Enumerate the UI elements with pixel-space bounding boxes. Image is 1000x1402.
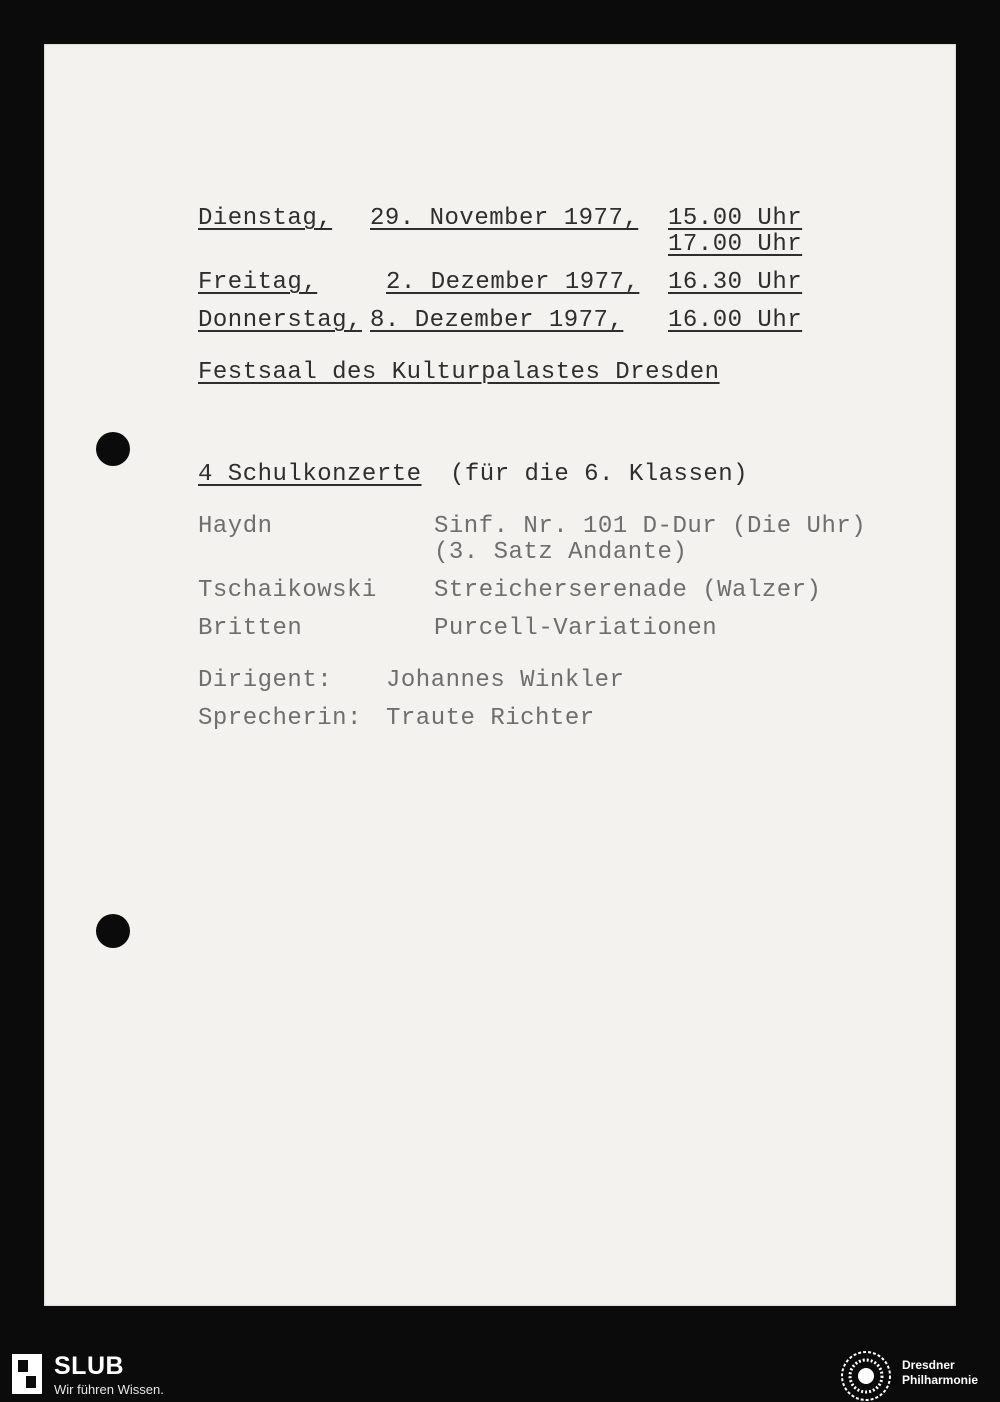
slub-tagline: Wir führen Wissen. [54,1382,164,1397]
credit-role: Dirigent: [198,667,333,694]
date-time: 16.30 Uhr [668,269,803,296]
program-work: Purcell-Variationen [434,615,718,642]
date-date: 2. Dezember 1977, [386,269,640,296]
slub-logo-icon [12,1354,42,1394]
date-time: 17.00 Uhr [668,231,803,258]
partner-line2: Philharmonie [902,1373,979,1387]
concert-subtitle: (für die 6. Klassen) [450,461,749,488]
date-date: 8. Dezember 1977, [370,307,624,334]
date-time: 16.00 Uhr [668,307,803,334]
date-date: 29. November 1977, [370,205,639,232]
date-day: Donnerstag, [198,307,362,334]
philharmonie-logo-icon [840,1350,892,1402]
date-day: Dienstag, [198,205,333,232]
credit-name: Johannes Winkler [386,667,625,694]
punch-hole [96,432,130,466]
credit-role: Sprecherin: [198,705,362,732]
venue: Festsaal des Kulturpalastes Dresden [198,359,720,386]
footer-bar [0,1348,1000,1401]
program-work: Streicherserenade (Walzer) [434,577,822,604]
date-time: 15.00 Uhr [668,205,803,232]
credit-name: Traute Richter [386,705,595,732]
punch-hole [96,914,130,948]
program-composer: Tschaikowski [198,577,377,604]
concert-title: 4 Schulkonzerte [198,461,422,488]
program-work: (3. Satz Andante) [434,539,688,566]
partner-name [902,1358,978,1388]
program-composer: Haydn [198,513,273,540]
slub-name: SLUB [54,1352,125,1380]
program-work: Sinf. Nr. 101 D-Dur (Die Uhr) [434,513,867,540]
program-composer: Britten [198,615,303,642]
partner-line1: Dresdner [902,1358,955,1372]
date-day: Freitag, [198,269,318,296]
